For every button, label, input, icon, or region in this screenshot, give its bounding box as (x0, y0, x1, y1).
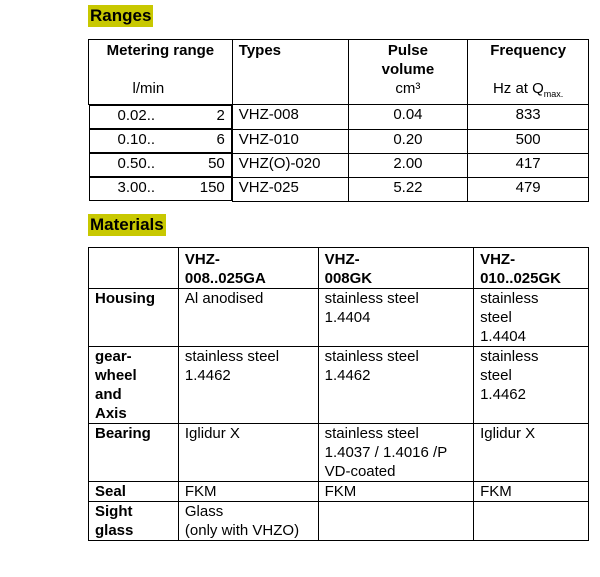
material-cell-line: stainless steel (184, 348, 280, 365)
material-label-line: Sight (95, 503, 133, 520)
materials-row (89, 424, 589, 482)
material-cell-line: 1.4037 / 1.4016 /P (324, 444, 448, 461)
unit-frequency-text: Hz at Q (492, 80, 544, 97)
material-cell-line: Glass (184, 503, 224, 520)
material-cell (318, 289, 473, 347)
column-header-line: VHZ- (184, 251, 220, 268)
materials-corner-cell (89, 248, 179, 289)
ranges-row (89, 105, 589, 130)
material-cell-line: Al anodised (184, 290, 264, 307)
materials-row (89, 289, 589, 347)
material-cell (178, 502, 318, 541)
material-cell (178, 347, 318, 424)
material-cell (178, 424, 318, 482)
unit-types (232, 79, 348, 105)
material-cell (178, 289, 318, 347)
material-cell (318, 424, 473, 482)
material-label-line: and (95, 386, 122, 403)
unit-frequency-sub: max. (543, 89, 564, 99)
material-label-cell (89, 502, 179, 541)
column-header-line: 008GK (324, 270, 373, 287)
range-from: 3.00.. (117, 179, 156, 196)
unit-metering-range: l/min (89, 79, 233, 105)
material-cell-line: stainless (480, 290, 539, 307)
material-cell-line: stainless steel (324, 290, 419, 307)
materials-row (89, 482, 589, 502)
material-label-line: Axis (95, 405, 127, 422)
material-cell-line: FKM (480, 483, 512, 500)
materials-table (88, 247, 589, 541)
material-cell-line: (only with VHZO) (184, 522, 300, 539)
material-cell-line: VD-coated (324, 463, 396, 480)
column-header-line: VHZ- (480, 251, 516, 268)
material-cell-line: 1.4462 (480, 386, 526, 403)
material-cell-line: Iglidur X (184, 425, 240, 442)
pulse-volume-cell: 2.00 (348, 153, 468, 177)
material-cell-line: steel (480, 367, 512, 384)
material-cell-line: 1.4404 (324, 309, 371, 326)
column-header-line: 010..025GK (480, 270, 561, 287)
materials-header-row (89, 248, 589, 289)
material-cell-line: stainless (480, 348, 539, 365)
metering-range-cell (89, 177, 232, 201)
material-cell-line: 1.4462 (324, 367, 371, 384)
header-types: Types (232, 40, 348, 80)
materials-column-header (474, 248, 589, 289)
material-label-cell (89, 482, 179, 502)
metering-range-cell (89, 129, 232, 153)
ranges-table (88, 39, 589, 202)
header-frequency: Frequency (468, 40, 589, 80)
material-cell (318, 347, 473, 424)
pulse-volume-cell: 5.22 (348, 177, 468, 201)
type-cell: VHZ-010 (232, 129, 348, 153)
materials-heading: Materials (90, 215, 164, 234)
materials-column-header (318, 248, 473, 289)
ranges-heading: Ranges (90, 6, 152, 25)
material-cell (474, 289, 589, 347)
material-cell-line: stainless steel (324, 348, 419, 365)
unit-pulse-volume: cm³ (348, 79, 468, 105)
metering-range-cell (89, 105, 232, 129)
range-from: 0.02.. (117, 107, 156, 124)
material-label-line: glass (95, 522, 134, 539)
material-cell (318, 502, 473, 541)
metering-range-cell (89, 153, 232, 177)
column-header-line: VHZ- (324, 251, 360, 268)
material-cell (318, 482, 473, 502)
material-cell-line: 1.4462 (184, 367, 231, 384)
material-cell-line: stainless steel (324, 425, 419, 442)
materials-column-header (178, 248, 318, 289)
material-cell-line: 1.4404 (480, 328, 526, 345)
material-label-cell (89, 347, 179, 424)
material-label-line: Seal (95, 483, 126, 500)
range-from: 0.10.. (117, 131, 156, 148)
header-pulse-volume-text: Pulse volume (381, 42, 435, 78)
type-cell: VHZ-008 (232, 105, 348, 130)
header-pulse-volume (348, 40, 468, 80)
frequency-cell: 833 (468, 105, 589, 130)
pulse-volume-cell: 0.20 (348, 129, 468, 153)
material-cell (474, 482, 589, 502)
material-cell (474, 424, 589, 482)
pulse-volume-cell: 0.04 (348, 105, 468, 130)
material-cell (474, 502, 589, 541)
type-cell: VHZ(O)-020 (232, 153, 348, 177)
material-cell-line: Iglidur X (480, 425, 536, 442)
materials-row (89, 502, 589, 541)
frequency-cell: 479 (468, 177, 589, 201)
range-to: 50 (208, 155, 225, 172)
column-header-line: 008..025GA (184, 270, 266, 287)
ranges-row (89, 129, 589, 153)
range-to: 150 (199, 179, 225, 196)
material-cell (178, 482, 318, 502)
material-label-line: Housing (95, 290, 155, 307)
ranges-units-row (89, 79, 589, 105)
material-cell (474, 347, 589, 424)
material-cell-line: FKM (324, 483, 357, 500)
range-to: 6 (216, 131, 225, 148)
material-label-cell (89, 289, 179, 347)
range-to: 2 (216, 107, 225, 124)
material-label-cell (89, 424, 179, 482)
material-label-line: wheel (95, 367, 137, 384)
material-label-line: Bearing (95, 425, 151, 442)
type-cell: VHZ-025 (232, 177, 348, 201)
ranges-row (89, 177, 589, 201)
ranges-row (89, 153, 589, 177)
material-cell-line: FKM (184, 483, 217, 500)
frequency-cell: 500 (468, 129, 589, 153)
range-from: 0.50.. (117, 155, 156, 172)
unit-frequency (468, 79, 589, 105)
header-metering-range: Metering range (89, 40, 233, 80)
materials-row (89, 347, 589, 424)
ranges-header-row (89, 40, 589, 80)
material-label-line: gear- (95, 348, 132, 365)
material-cell-line: steel (480, 309, 512, 326)
frequency-cell: 417 (468, 153, 589, 177)
